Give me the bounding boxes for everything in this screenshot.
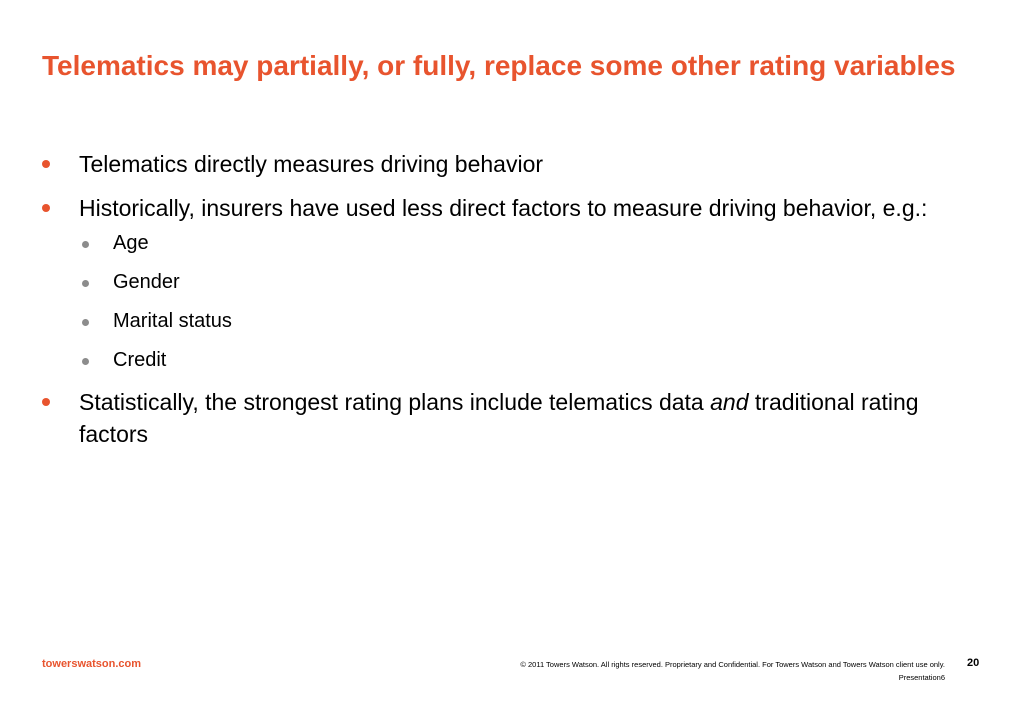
bullet-item (42, 386, 992, 450)
bullet-dot-icon (42, 398, 50, 406)
sub-bullet-dot-icon (82, 241, 89, 248)
sub-bullet-item (79, 347, 992, 373)
sub-bullet-item (79, 269, 992, 295)
bullet-text: Telematics directly measures driving behavior (79, 151, 544, 177)
sub-bullet-list (79, 230, 992, 373)
bullet-dot-icon (42, 204, 50, 212)
bullet-text-after: traditional rating factors (79, 389, 919, 447)
bullet-text: Historically, insurers have used less direct factors to measure driving behavior, e.g.: (79, 195, 928, 221)
footer-brand-link[interactable]: towerswatson.com (42, 658, 142, 670)
bullet-item (42, 192, 992, 373)
sub-bullet-item (79, 308, 992, 334)
bullet-list (42, 148, 992, 462)
bullet-item (42, 148, 992, 180)
bullet-dot-icon (42, 160, 50, 168)
sub-bullet-text: Gender (113, 271, 180, 293)
sub-bullet-dot-icon (82, 280, 89, 287)
sub-bullet-dot-icon (82, 358, 89, 365)
sub-bullet-item (79, 230, 992, 256)
sub-bullet-text: Marital status (113, 310, 232, 332)
sub-bullet-text: Credit (113, 349, 167, 371)
bullet-text-emphasis: and (710, 389, 749, 415)
sub-bullet-dot-icon (82, 319, 89, 326)
footer-filename: Presentation6 (898, 673, 945, 682)
footer-copyright: © 2011 Towers Watson. All rights reserved. Proprietary and Confidential. For Towers Watson and Towers Watson client use only. (520, 660, 945, 669)
page-number: 20 (967, 657, 980, 669)
bullet-text-before: Statistically, the strongest rating plans include telematics data (79, 389, 711, 415)
sub-bullet-text: Age (113, 232, 149, 254)
slide-title: Telematics may partially, or fully, replace some other rating variables (42, 50, 956, 81)
